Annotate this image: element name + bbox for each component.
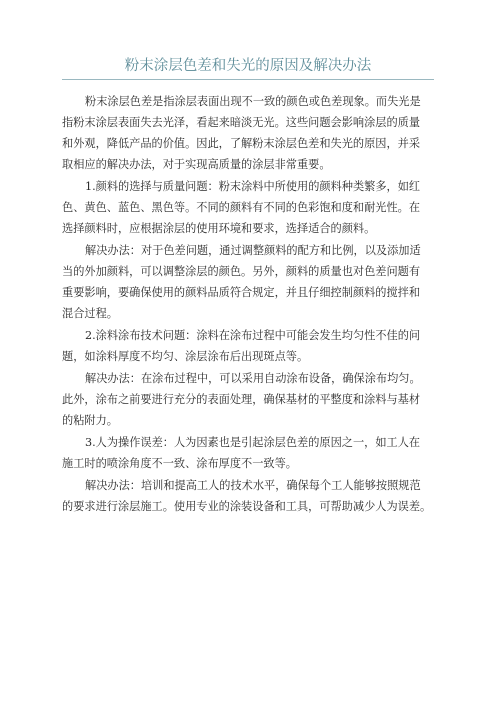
paragraph-coating-issue bbox=[62, 325, 442, 367]
paragraph-line: 当的外加颜料，可以调整涂层的颜色。另外，颜料的质量也对色差问题有 bbox=[62, 265, 421, 278]
paragraph-line: 混合过程。 bbox=[62, 307, 118, 320]
paragraph-pigment-issue bbox=[62, 176, 442, 239]
paragraph-line: 色、黄色、蓝色、黑色等。不同的颜料有不同的色彩饱和度和耐光性。在 bbox=[62, 201, 421, 214]
paragraph-operator-solution bbox=[62, 475, 442, 517]
paragraph-line: 题，如涂料厚度不均匀、涂层涂布后出现斑点等。 bbox=[62, 350, 309, 363]
document-title: 粉末涂层色差和失光的原因及解决办法 bbox=[124, 58, 372, 74]
paragraph-line: 粉末涂层色差是指涂层表面出现不一致的颜色或色差现象。而失光是 bbox=[85, 95, 421, 108]
paragraph-intro bbox=[62, 91, 442, 175]
paragraph-operator-issue bbox=[62, 432, 442, 474]
paragraph-line: 解决办法：对于色差问题，通过调整颜料的配方和比例，以及添加适 bbox=[85, 244, 421, 257]
paragraph-line: 的要求进行涂层施工。使用专业的涂装设备和工具，可帮助减少人为误差。 bbox=[62, 500, 432, 513]
paragraph-line: 选择颜料时，应根据涂层的使用环境和要求，选择适合的颜料。 bbox=[62, 222, 376, 235]
paragraph-pigment-solution bbox=[62, 240, 442, 324]
paragraph-coating-solution bbox=[62, 368, 442, 431]
paragraph-line: 此外，涂布之前要进行充分的表面处理，确保基材的平整度和涂料与基材 bbox=[62, 393, 421, 406]
paragraph-line: 施工时的喷涂角度不一致、涂布厚度不一致等。 bbox=[62, 457, 297, 470]
paragraph-line: 3.人为操作误差：人为因素也是引起涂层色差的原因之一，如工人在 bbox=[85, 436, 421, 449]
paragraph-line: 和外观，降低产品的价值。因此，了解粉末涂层色差和失光的原因，并采 bbox=[62, 137, 421, 150]
paragraph-line: 指粉末涂层表面失去光泽，看起来暗淡无光。这些问题会影响涂层的质量 bbox=[62, 116, 421, 129]
paragraph-line: 重要影响，要确保使用的颜料品质符合规定，并且仔细控制颜料的搅拌和 bbox=[62, 286, 421, 299]
paragraph-line: 1.颜料的选择与质量问题：粉末涂料中所使用的颜料种类繁多，如红 bbox=[85, 180, 421, 193]
paragraph-line: 2.涂料涂布技术问题：涂料在涂布过程中可能会发生均匀性不佳的问 bbox=[85, 329, 421, 342]
paragraph-line: 解决办法：在涂布过程中，可以采用自动涂布设备，确保涂布均匀。 bbox=[85, 372, 421, 385]
title-underline bbox=[62, 79, 434, 80]
paragraph-line: 解决办法：培训和提高工人的技术水平，确保每个工人能够按照规范 bbox=[85, 479, 421, 492]
paragraph-line: 的粘附力。 bbox=[62, 414, 118, 427]
paragraph-line: 取相应的解决办法，对于实现高质量的涂层非常重要。 bbox=[62, 158, 331, 171]
